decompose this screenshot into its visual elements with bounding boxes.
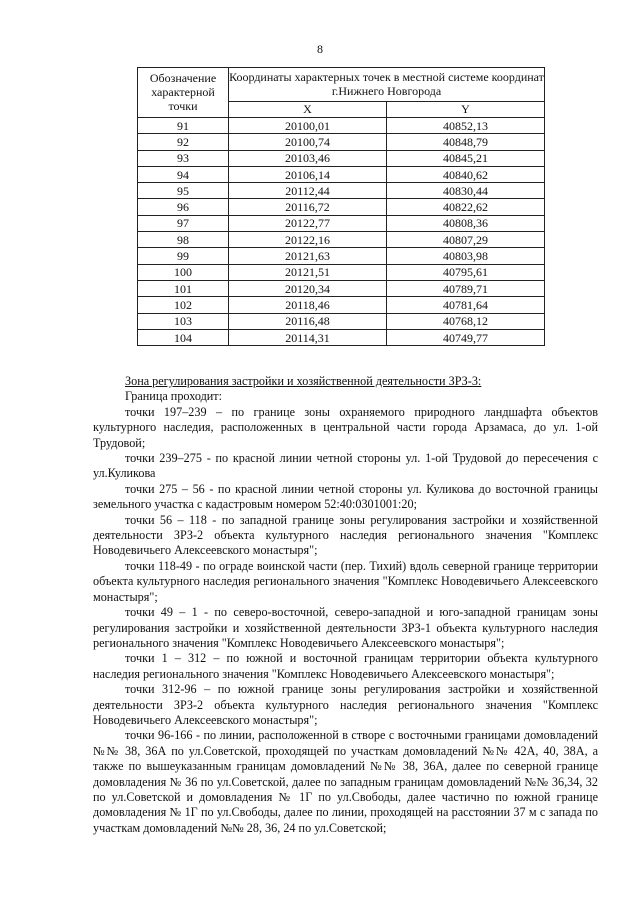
cell-point: 97 [138, 215, 229, 231]
table-row [138, 313, 545, 329]
cell-y: 40845,21 [386, 150, 544, 166]
cell-x: 20103,46 [229, 150, 387, 166]
zone-heading: Зона регулирования застройки и хозяйственной деятельности ЗРЗ-3: [125, 374, 482, 388]
table-row [138, 166, 545, 182]
page-number: 8 [317, 42, 323, 56]
cell-point: 91 [138, 118, 229, 134]
cell-point: 96 [138, 199, 229, 215]
cell-x: 20106,14 [229, 166, 387, 182]
cell-y: 40840,62 [386, 166, 544, 182]
table-row [138, 199, 545, 215]
cell-point: 95 [138, 183, 229, 199]
zone-description [93, 374, 598, 836]
cell-point: 98 [138, 232, 229, 248]
table-row [138, 280, 545, 296]
cell-point: 94 [138, 166, 229, 182]
table-row [138, 329, 545, 345]
cell-x: 20112,44 [229, 183, 387, 199]
header-coordinates-group: Координаты характерных точек в местной системе координат г.Нижнего Новгорода [229, 68, 545, 102]
table-row [138, 150, 545, 166]
table-row [138, 232, 545, 248]
boundary-paragraph: точки 275 – 56 - по красной линии четной стороны ул. Куликова до восточной границы земельного участка с кадастровым номером 52:40:0301001:20; [93, 481, 598, 512]
table-row [138, 183, 545, 199]
cell-x: 20122,77 [229, 215, 387, 231]
header-point-designation: Обозначение характерной точки [138, 68, 229, 118]
cell-x: 20114,31 [229, 329, 387, 345]
cell-y: 40781,64 [386, 297, 544, 313]
boundary-intro: Граница проходит: [125, 389, 223, 404]
cell-x: 20116,48 [229, 313, 387, 329]
boundary-paragraph: точки 312-96 – по южной границе зоны регулирования застройки и хозяйственной деятельности ЗРЗ-2 объекта культурного наследия регионального значения "Комплекс Новодевичьего Алексеевского монастыря"; [93, 682, 598, 727]
table-body [138, 118, 545, 346]
header-x: X [229, 101, 387, 117]
cell-y: 40852,13 [386, 118, 544, 134]
cell-x: 20121,63 [229, 248, 387, 264]
table-row [138, 134, 545, 150]
table-row [138, 264, 545, 280]
cell-y: 40803,98 [386, 248, 544, 264]
cell-y: 40768,12 [386, 313, 544, 329]
cell-x: 20122,16 [229, 232, 387, 248]
cell-y: 40749,77 [386, 329, 544, 345]
cell-x: 20118,46 [229, 297, 387, 313]
header-y: Y [386, 101, 544, 117]
boundary-paragraph: точки 56 – 118 - по западной границе зоны регулирования застройки и хозяйственной деятельности ЗРЗ-2 объекта культурного наследия регионального значения "Комплекс Новодевичьего Алексеевского монастыря"; [93, 512, 598, 558]
cell-y: 40848,79 [386, 134, 544, 150]
cell-y: 40830,44 [386, 183, 544, 199]
cell-x: 20100,01 [229, 118, 387, 134]
boundary-paragraph: точки 96-166 - по линии, расположенной в створе с восточными границами домовладений №№ 38, 36А по ул.Советской, проходящей по участкам домовладений №№ 42А, 40, 38А, а также по вышеуказанным границам домовладений №№ 38, 36А, далее по северной границе домовладения № 36 по ул.Советской, далее по западным границам домовладений №№ 36,34, 32 по ул.Советской и домовладения № 1Г по ул.Свободы, далее частично по южной границе домовладения № 1Г по ул.Свободы, далее по линии, проходящей на расстоянии 37 м с запада по участкам домовладений №№ 28, 36, 24 по ул.Советской; [93, 728, 598, 835]
cell-point: 101 [138, 280, 229, 296]
cell-point: 92 [138, 134, 229, 150]
cell-point: 102 [138, 297, 229, 313]
cell-x: 20116,72 [229, 199, 387, 215]
cell-y: 40795,61 [386, 264, 544, 280]
table-row [138, 297, 545, 313]
table-row [138, 215, 545, 231]
cell-x: 20121,51 [229, 264, 387, 280]
cell-y: 40789,71 [386, 280, 544, 296]
boundary-paragraph: точки 49 – 1 - по северо-восточной, северо-западной и юго-западной границам зоны регулирования застройки и хозяйственной деятельности ЗРЗ-1 объекта культурного наследия регионального значения "Комплекс Новодевичьего Алексеевского монастыря"; [93, 605, 598, 650]
cell-y: 40807,29 [386, 232, 544, 248]
cell-y: 40822,62 [386, 199, 544, 215]
cell-point: 100 [138, 264, 229, 280]
cell-x: 20100,74 [229, 134, 387, 150]
cell-y: 40808,36 [386, 215, 544, 231]
coordinates-table [137, 67, 545, 346]
boundary-paragraph: точки 118-49 - по ограде воинской части (пер. Тихий) вдоль северной границе территории объекта культурного наследия регионального значения "Комплекс Новодевичьего Алексеевского монастыря"; [93, 558, 598, 604]
cell-point: 93 [138, 150, 229, 166]
boundary-paragraph: точки 197–239 – по границе зоны охраняемого природного ландшафта объектов культурного наследия, расположенных в центральной части города Арзамаса, до ул. 1-ой Трудовой; [93, 404, 598, 450]
cell-point: 103 [138, 313, 229, 329]
table-row [138, 248, 545, 264]
cell-point: 104 [138, 329, 229, 345]
table-row [138, 118, 545, 134]
cell-x: 20120,34 [229, 280, 387, 296]
boundary-paragraph: точки 1 – 312 – по южной и восточной границам территории объекта культурного наследия регионального значения "Комплекс Новодевичьего Алексеевского монастыря"; [93, 651, 598, 681]
boundary-paragraph: точки 239–275 - по красной линии четной стороны ул. 1-ой Трудовой до пересечения с ул.Куликова [93, 451, 598, 481]
cell-point: 99 [138, 248, 229, 264]
